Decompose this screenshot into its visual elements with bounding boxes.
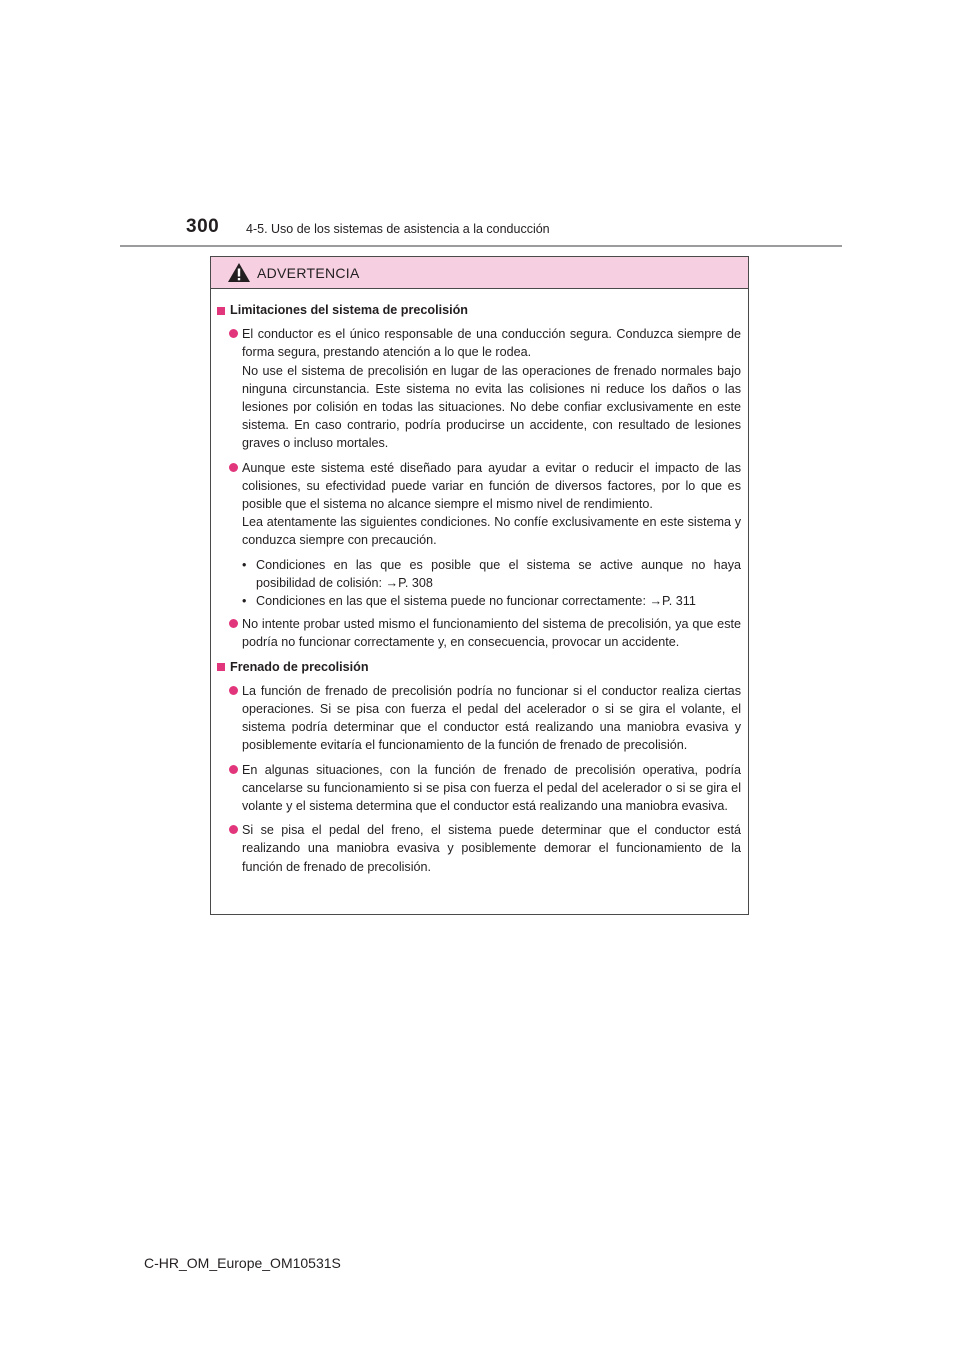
circle-bullet-icon — [229, 463, 238, 472]
small-bullet-icon: • — [242, 557, 247, 572]
warning-box — [210, 256, 749, 915]
paragraph: En algunas situaciones, con la función de frenado de precolisión operativa, podría cancelarse su funcionamiento si se pisa con fuerza el pedal del acelerador o si se gira el volante y el sistema determina que el conductor está realizando una maniobra evasiva. — [242, 762, 741, 814]
sub-list-text: Condiciones en las que el sistema puede no funcionar correctamente: →P. 311 — [256, 594, 696, 609]
circle-bullet-icon — [229, 765, 238, 774]
list-item — [217, 325, 741, 452]
list-item — [217, 459, 741, 550]
square-bullet-icon — [217, 663, 225, 671]
paragraph: No intente probar usted mismo el funcionamiento del sistema de precolisión, ya que este podría no funcionar correctamente y, en consecuencia, provocar un accidente. — [242, 617, 741, 650]
section-title: 4-5. Uso de los sistemas de asistencia a la conducción — [246, 222, 550, 236]
circle-bullet-icon — [229, 825, 238, 834]
paragraph: No use el sistema de precolisión en lugar de las operaciones de frenado normales bajo ninguna circunstancia. Este sistema no evita las colisiones ni reduce los daños o las lesiones por colisión en todas las situaciones. No debe confiar exclusivamente en este sistema. En caso contrario, podría producirse un accidente, con resultado de lesiones graves o incluso mortales. — [242, 363, 741, 451]
sub-list-item — [217, 556, 741, 592]
page-number: 300 — [186, 216, 220, 237]
circle-bullet-icon — [229, 329, 238, 338]
section-heading-text: Limitaciones del sistema de precolisión — [230, 303, 468, 317]
paragraph: La función de frenado de precolisión podría no funcionar si el conductor realiza ciertas operaciones. Si se pisa con fuerza el pedal del acelerador o si se gira el volante, el sistema podría determinar que el conductor está realizando una maniobra evasiva y posiblemente evitaría el funcionamiento de la función de frenado de precolisión. — [242, 683, 741, 753]
section-heading — [217, 658, 741, 676]
header-rule — [120, 245, 842, 247]
warning-header — [211, 257, 748, 289]
sub-list-item — [217, 592, 741, 610]
section-heading — [217, 301, 741, 319]
square-bullet-icon — [217, 307, 225, 315]
circle-bullet-icon — [229, 619, 238, 628]
list-item — [217, 761, 741, 816]
paragraph: Si se pisa el pedal del freno, el sistema puede determinar que el conductor está realizando una maniobra evasiva y posiblemente demorar el funcionamiento de la función de frenado de precolisión. — [242, 823, 741, 874]
paragraph: El conductor es el único responsable de una conducción segura. Conduzca siempre de forma segura, prestando atención a lo que le rodea. — [242, 327, 741, 360]
small-bullet-icon: • — [242, 594, 247, 609]
warning-triangle-icon — [227, 262, 251, 283]
list-item — [217, 821, 741, 876]
list-item — [217, 682, 741, 755]
section-heading-text: Frenado de precolisión — [230, 659, 369, 674]
document-code: C-HR_OM_Europe_OM10531S — [144, 1255, 341, 1271]
list-item — [217, 615, 741, 651]
paragraph: Aunque este sistema esté diseñado para ayudar a evitar o reducir el impacto de las colisiones, su efectividad puede variar en función de diversos factores, por lo que es posible que el sistema no alcance siempre el mismo nivel de rendimiento. — [242, 460, 741, 512]
warning-body — [211, 289, 748, 876]
paragraph: Lea atentamente las siguientes condiciones. No confíe exclusivamente en este sistema y conduzca siempre con precaución. — [242, 515, 741, 548]
sub-list — [217, 556, 741, 611]
circle-bullet-icon — [229, 686, 238, 695]
warning-label: ADVERTENCIA — [257, 264, 360, 281]
sub-list-text: Condiciones en las que es posible que el sistema se active aunque no haya posibilidad de colisión: →P. 308 — [256, 557, 741, 590]
